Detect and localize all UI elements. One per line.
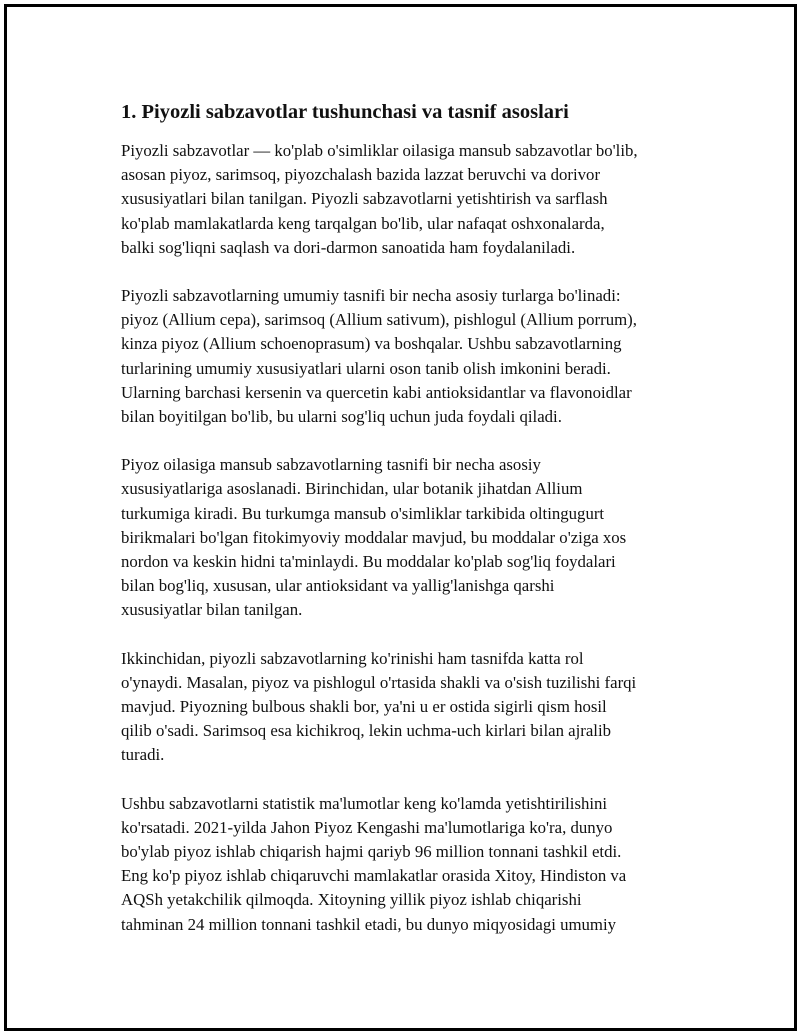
text-line: qilib o'sadi. Sarimsoq esa kichikroq, lekin uchma-uch kirlari bilan ajralib: [121, 721, 612, 741]
text-line: xususiyatlari bilan tanilgan. Piyozli sabzavotlarni yetishtirish va sarflash: [121, 189, 608, 209]
text-line: turkumiga kiradi. Bu turkumga mansub o'simliklar tarkibida oltingugurt: [121, 503, 605, 523]
text-line: Piyoz oilasiga mansub sabzavotlarning tasnifi bir necha asosiy: [121, 455, 541, 475]
text-line: bilan bog'liq, xususan, ular antioksidant va yallig'lanishga qarshi: [121, 576, 555, 596]
text-line: piyoz (Allium cepa), sarimsoq (Allium sativum), pishlogul (Allium porrum),: [121, 310, 637, 330]
text-line: nordon va keskin hidni ta'minlaydi. Bu moddalar ko'plab sog'liq foydalari: [121, 552, 616, 572]
text-line: mavjud. Piyozning bulbous shakli bor, ya'ni u er ostida sigirli qism hosil: [121, 697, 607, 717]
text-line: kinza piyoz (Allium schoenoprasum) va boshqalar. Ushbu sabzavotlarning: [121, 334, 622, 354]
section-heading: 1. Piyozli sabzavotlar tushunchasi va tasnif asoslari: [121, 101, 569, 123]
text-line: Piyozli sabzavotlar — ko'plab o'simliklar oilasiga mansub sabzavotlar bo'lib,: [121, 141, 638, 160]
text-line: Piyozli sabzavotlarning umumiy tasnifi bir necha asosiy turlarga bo'linadi:: [121, 286, 621, 306]
paragraph-4: [121, 647, 701, 768]
text-line: turlarining umumiy xususiyatlari ularni oson tanib olish imkonini beradi.: [121, 358, 611, 378]
paragraph-2: [121, 284, 701, 429]
text-line: ko'plab mamlakatlarda keng tarqalgan bo'lib, ular nafaqat oshxonalarda,: [121, 213, 605, 233]
text-line: Ikkinchidan, piyozli sabzavotlarning ko'rinishi ham tasnifda katta rol: [121, 648, 584, 668]
text-line: ko'rsatadi. 2021-yilda Jahon Piyoz Kengashi ma'lumotlariga ko'ra, dunyo: [121, 817, 613, 837]
text-line: Ushbu sabzavotlarni statistik ma'lumotlar keng ko'lamda yetishtirilishini: [121, 793, 608, 813]
paragraph-5: [121, 792, 701, 937]
text-line: bilan boyitilgan bo'lib, bu ularni sog'liq uchun juda foydali qiladi.: [121, 407, 562, 427]
text-line: bo'ylab piyoz ishlab chiqarish hajmi qariyb 96 million tonnani tashkil etdi.: [121, 842, 622, 862]
text-line: Eng ko'p piyoz ishlab chiqaruvchi mamlakatlar orasida Xitoy, Hindiston va: [121, 866, 627, 886]
text-line: xususiyatlariga asoslanadi. Birinchidan, ular botanik jihatdan Allium: [121, 479, 583, 499]
paragraph-3: [121, 453, 701, 622]
text-line: Ularning barchasi kersenin va quercetin kabi antioksidantlar va flavonoidlar: [121, 382, 632, 402]
text-line: xususiyatlar bilan tanilgan.: [121, 600, 303, 620]
text-line: birikmalari bo'lgan fitokimyoviy moddalar mavjud, bu moddalar o'ziga xos: [121, 527, 627, 547]
paragraph-1: [121, 139, 701, 260]
text-line: balki sog'liqni saqlash va dori-darmon sanoatida ham foydalaniladi.: [121, 237, 576, 257]
text-line: tahminan 24 million tonnani tashkil etadi, bu dunyo miqyosidagi umumiy: [121, 914, 617, 934]
text-line: turadi.: [121, 745, 165, 765]
text-line: asosan piyoz, sarimsoq, piyozchalash bazida lazzat beruvchi va dorivor: [121, 165, 601, 185]
text-line: o'ynaydi. Masalan, piyoz va pishlogul o'rtasida shakli va o'sish tuzilishi farqi: [121, 672, 637, 692]
document-body: [121, 99, 701, 961]
page-frame: [4, 4, 797, 1031]
text-line: AQSh yetakchilik qilmoqda. Xitoyning yillik piyoz ishlab chiqarishi: [121, 890, 582, 910]
